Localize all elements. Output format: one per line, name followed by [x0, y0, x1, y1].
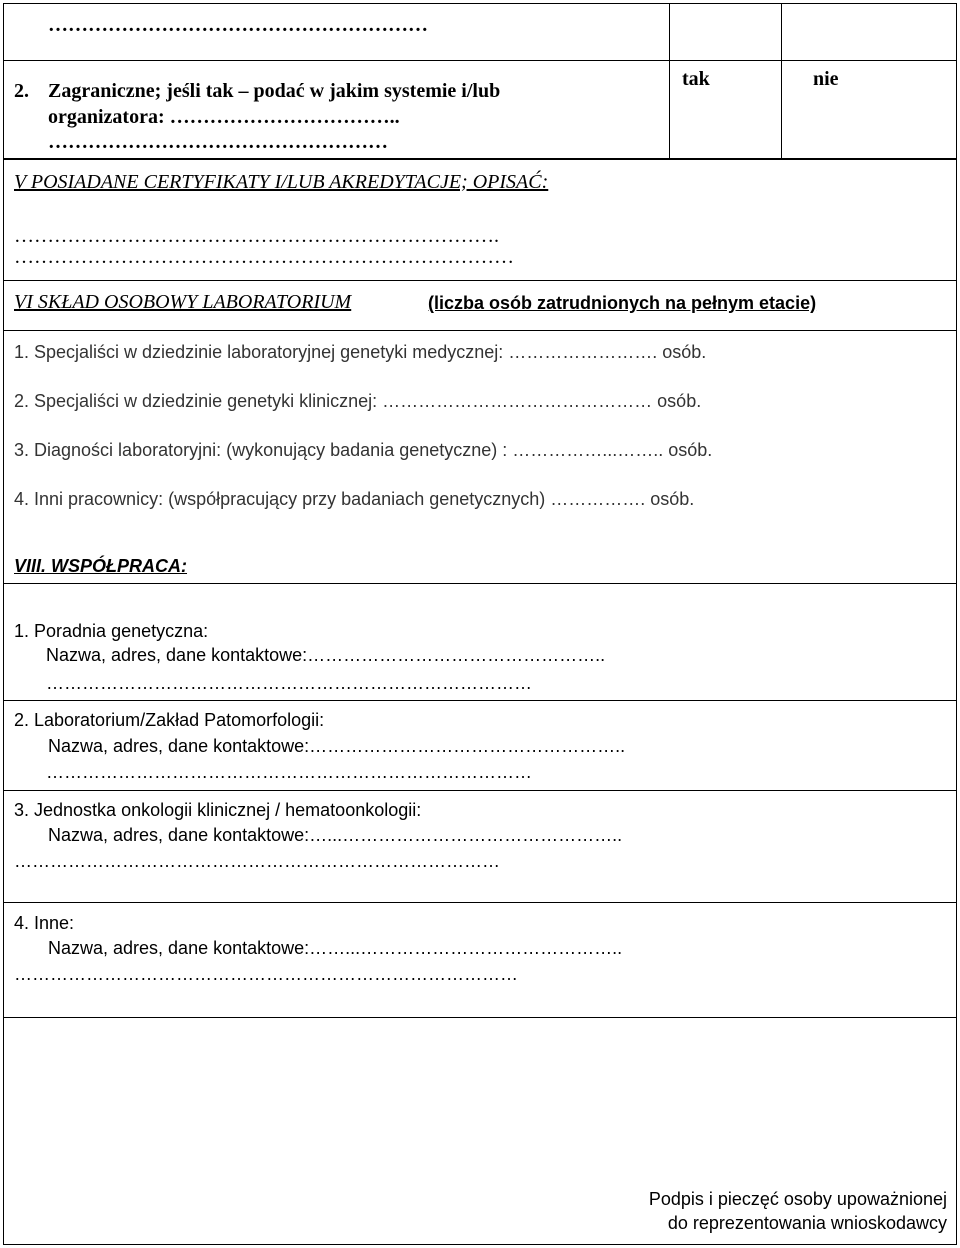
staff-item-4: 4. Inni pracownicy: (współpracujący przy badaniach genetycznych) ……………. osób. — [14, 489, 695, 509]
staff-item-3: 3. Diagności laboratoryjni: (wykonujący badania genetyczne) : ……………...…….. osób. — [14, 440, 713, 460]
coop-entry-1-dots: ……………………………………………………………………… — [46, 673, 532, 693]
column-tak: tak — [682, 68, 710, 90]
section-viii-heading: VIII. WSPÓŁPRACA: — [14, 556, 188, 576]
coop-entry-1-label: Nazwa, adres, dane kontaktowe:………………………………………….. — [46, 645, 606, 665]
item2-number: 2. — [14, 80, 29, 102]
section-v-heading: V POSIADANE CERTYFIKATY I/LUB AKREDYTACJE; OPISAĆ: — [14, 171, 549, 193]
coop-entry-2-label: Nazwa, adres, dane kontaktowe:…………………………………………….. — [48, 736, 626, 756]
coop-entry-3-label: Nazwa, adres, dane kontaktowe:…...……………………………………….. — [48, 825, 623, 845]
section-v-dots-2: ………………………………………………………………… — [14, 246, 514, 268]
item2-text-line3: …………………………………………… — [48, 131, 388, 153]
section-v-divider — [3, 280, 957, 281]
column-nie: nie — [813, 68, 839, 90]
top-table-row-divider — [3, 60, 957, 61]
coop-entry-2-title: 2. Laboratorium/Zakład Patomorfologii: — [14, 710, 325, 730]
coop-entry-2-dots: ……………………………………………………………………… — [46, 762, 532, 782]
section-viii-divider — [3, 583, 957, 584]
coop-entry-1-divider — [3, 700, 957, 701]
signature-line-1: Podpis i pieczęć osoby upoważnionej — [648, 1189, 947, 1209]
staff-item-1: 1. Specjaliści w dziedzinie laboratoryjnej genetyki medycznej: ……………………. osób. — [14, 342, 707, 362]
section-vi-divider — [3, 330, 957, 331]
top-dots-line: ………………………………………………… — [48, 14, 428, 36]
coop-entry-4-title: 4. Inne: — [14, 913, 75, 933]
coop-entry-3-title: 3. Jednostka onkologii klinicznej / hematoonkologii: — [14, 800, 422, 820]
staff-item-2: 2. Specjaliści w dziedzinie genetyki klinicznej: ……………………………………… osób. — [14, 391, 702, 411]
main-frame — [3, 159, 957, 1245]
section-vi-heading-note: (liczba osób zatrudnionych na pełnym etacie) — [428, 293, 817, 313]
top-table-col-divider-2 — [781, 3, 782, 159]
section-v-dots-1: ………………………………………………………………. — [14, 225, 499, 247]
item2-text-line1: Zagraniczne; jeśli tak – podać w jakim systemie i/lub — [48, 80, 501, 102]
coop-entry-2-divider — [3, 790, 957, 791]
coop-entry-4-label: Nazwa, adres, dane kontaktowe:……...…………………………………….. — [48, 938, 623, 958]
coop-entry-1-title: 1. Poradnia genetyczna: — [14, 621, 209, 641]
coop-entry-4-dots: ………………………………………………………………………… — [14, 964, 518, 984]
coop-entry-3-dots: ……………………………………………………………………… — [14, 851, 500, 871]
signature-line-2: do reprezentowania wnioskodawcy — [667, 1213, 947, 1233]
item2-text-line2: organizatora: …………………………….. — [48, 106, 400, 128]
coop-entry-4-divider — [3, 1017, 957, 1018]
top-table-col-divider-1 — [669, 3, 670, 159]
coop-entry-3-divider — [3, 902, 957, 903]
section-vi-heading: VI SKŁAD OSOBOWY LABORATORIUM — [14, 291, 352, 313]
